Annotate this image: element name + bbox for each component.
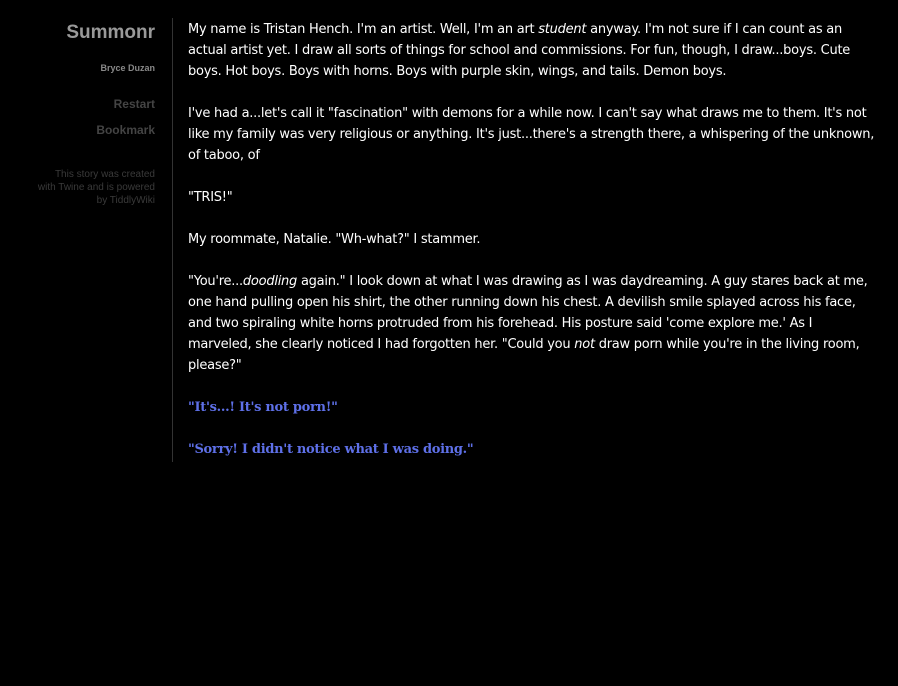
passage-text: anyway. I'm not sure if I can count as an actual artist yet. I draw all sorts of things for school and commissions. For fun, though, I draw...boys. Cute boys. Hot boys. Boys with horns. Boys with purple skin, wings, and tails. Demon boys. — [188, 22, 851, 79]
passage-text: draw porn while you're in the living room, please?" — [188, 337, 860, 373]
credits-line: by TiddlyWiki — [96, 195, 155, 206]
passage-paragraph: My roommate, Natalie. "Wh-what?" I stammer. — [188, 232, 481, 247]
restart-link[interactable]: Restart — [113, 97, 155, 111]
passage-paragraph — [188, 19, 878, 82]
credits-line: This story was created — [54, 169, 155, 180]
credits-line: with Twine and is powered — [37, 182, 155, 193]
passage-emphasis: student — [538, 22, 587, 37]
passage-paragraph — [188, 271, 878, 376]
story-author: Bryce Duzan — [100, 63, 155, 73]
passage-paragraph: I've had a...let's call it "fascination" with demons for a while now. I can't say what draws me to them. It's not like my family was very religious or anything. It's just...there's a strength there, a whispering of the unknown, of taboo, of — [188, 106, 875, 163]
sidebar — [0, 18, 155, 207]
story-title: Summonr — [66, 22, 155, 43]
passage-emphasis: not — [574, 337, 595, 352]
passage-area — [172, 18, 878, 462]
passage-text: again." I look down at what I was drawing as I was daydreaming. A guy stares back at me, one hand pulling open his shirt, the other running down his chest. A devilish smile splayed across his face, and two spiraling white horns protruded from his forehead. His posture said 'come explore me.' As I marveled, she clearly noticed I had forgotten her. "Could you — [188, 274, 868, 352]
passage-paragraph: "TRIS!" — [188, 190, 233, 205]
passage-emphasis: doodling — [242, 274, 298, 289]
bookmark-link[interactable]: Bookmark — [96, 123, 155, 137]
passage-text: "You're... — [188, 274, 243, 289]
credits-text — [0, 168, 155, 207]
passage-text: My name is Tristan Hench. I'm an artist. Well, I'm an art — [188, 22, 539, 37]
choice-link-not-porn[interactable]: "It's...! It's not porn!" — [188, 400, 338, 415]
choice-link-sorry[interactable]: "Sorry! I didn't notice what I was doing." — [188, 442, 474, 457]
